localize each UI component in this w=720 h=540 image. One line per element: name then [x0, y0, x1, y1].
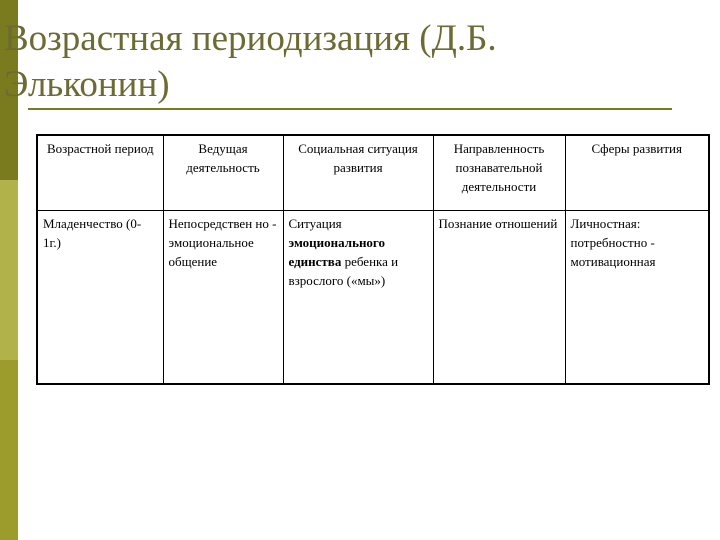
slide-title: Возрастная периодизация (Д.Б. Эльконин): [4, 18, 497, 105]
header-leading-activity: Ведущая деятельность: [163, 135, 283, 211]
situation-bold-text: эмоционального единства: [288, 235, 386, 269]
cell-sphere: Личностная: потребностно - мотивационная: [565, 211, 709, 385]
accent-bar-middle: [0, 180, 18, 360]
cell-direction: Познание отношений: [433, 211, 565, 385]
header-social-situation: Социальная ситуация развития: [283, 135, 433, 211]
accent-bar-bottom: [0, 360, 18, 540]
header-row: [37, 135, 709, 211]
header-development-spheres: Сферы развития: [565, 135, 709, 211]
header-age-period: Возрастной период: [37, 135, 163, 211]
table-row: [37, 211, 709, 385]
situation-suffix: ребенка и взрослого («мы»): [288, 254, 399, 288]
title-underline: [28, 108, 672, 110]
cell-situation: [283, 211, 433, 385]
situation-prefix: Ситуация: [288, 216, 342, 231]
periodization-table: [36, 134, 710, 385]
cell-activity: Непосредствен но - эмоциональное общение: [163, 211, 283, 385]
header-cognitive-direction: Направленность познавательной деятельности: [433, 135, 565, 211]
cell-period: Младенчество (0-1г.): [37, 211, 163, 385]
